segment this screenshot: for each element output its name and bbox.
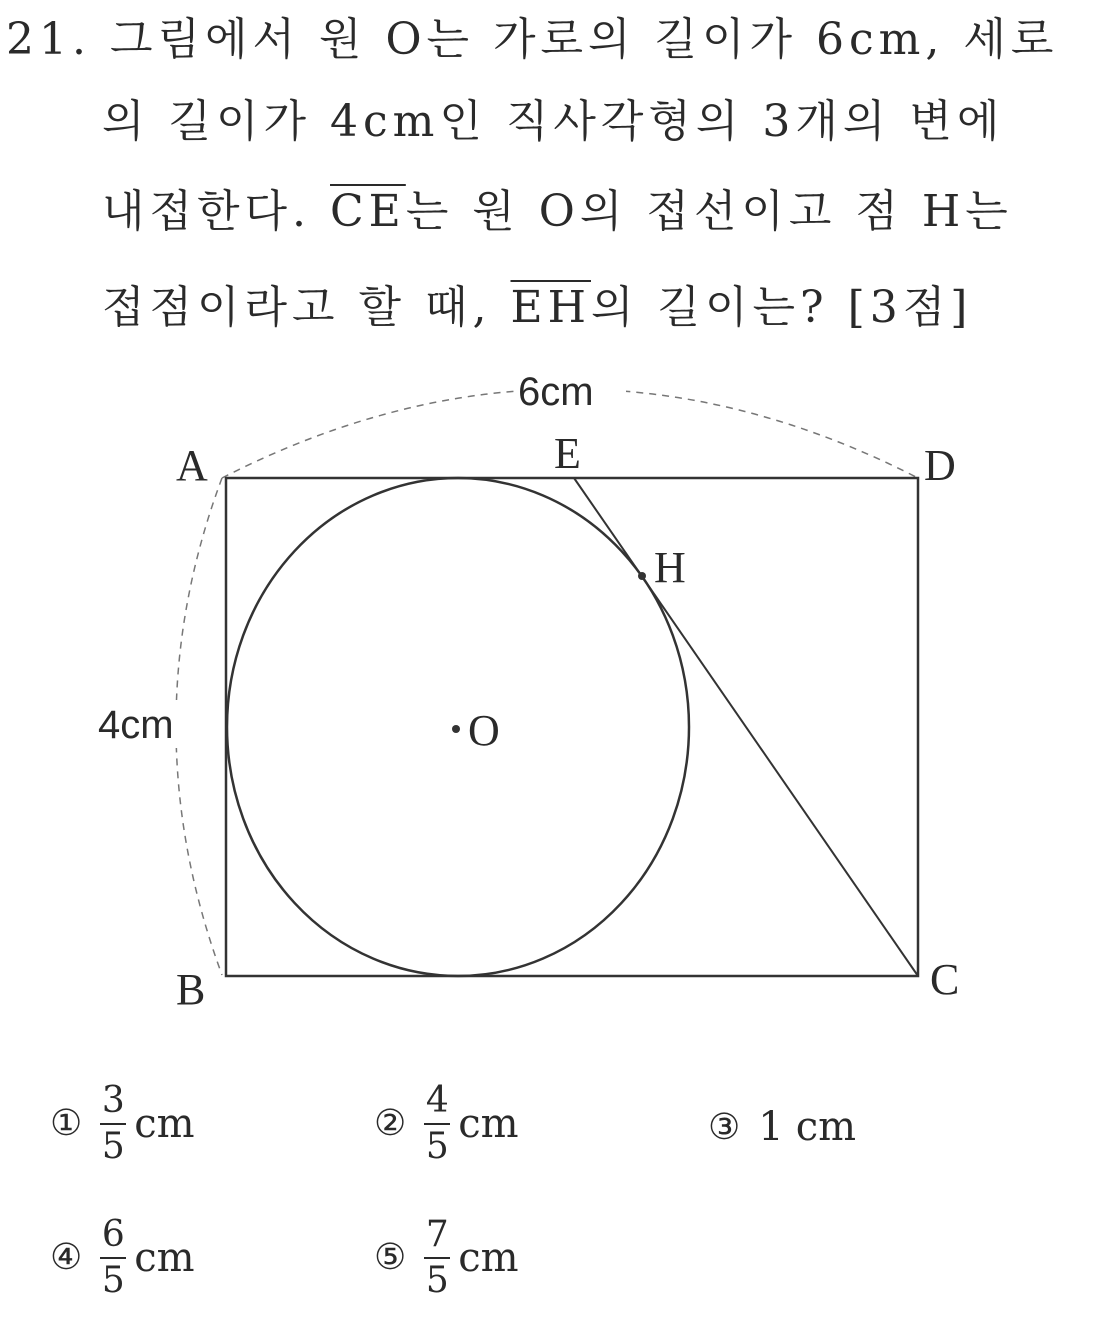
label-b: B bbox=[176, 965, 206, 1014]
rectangle-abcd bbox=[226, 478, 918, 976]
choice-5-number: ⑤ bbox=[374, 1237, 407, 1279]
choice-1-number: ① bbox=[50, 1103, 83, 1145]
height-label: 4cm bbox=[98, 703, 174, 747]
question-text-4a: 접점이라고 할 때, bbox=[102, 282, 492, 333]
fraction-bar bbox=[100, 1123, 126, 1125]
choice-2-unit: cm bbox=[458, 1100, 519, 1147]
choice-4[interactable] bbox=[50, 1216, 195, 1300]
choice-3-number: ③ bbox=[708, 1106, 741, 1148]
choice-3-value: 1 bbox=[758, 1104, 784, 1150]
choice-4-fraction bbox=[100, 1216, 126, 1300]
question-text-3a: 내접한다. bbox=[102, 186, 312, 237]
choice-4-number: ④ bbox=[50, 1237, 83, 1279]
choice-5-numerator: 7 bbox=[425, 1214, 449, 1255]
choice-4-unit: cm bbox=[134, 1234, 195, 1281]
center-point-o bbox=[452, 725, 460, 733]
label-h: H bbox=[654, 543, 686, 592]
segment-ce: $\overline{CE}$ bbox=[330, 186, 406, 237]
fraction-bar bbox=[100, 1257, 126, 1259]
question-text-2: 의 길이가 4cm인 직사각형의 3개의 변에 bbox=[102, 96, 1005, 147]
label-e: E bbox=[554, 429, 581, 478]
choice-2-numerator: 4 bbox=[425, 1080, 449, 1121]
tangent-line-ce bbox=[574, 478, 918, 976]
fraction-bar bbox=[424, 1257, 450, 1259]
choice-5[interactable] bbox=[374, 1216, 519, 1300]
point-h bbox=[638, 572, 646, 580]
choice-1-fraction bbox=[100, 1082, 126, 1166]
choice-1-numerator: 3 bbox=[101, 1080, 125, 1121]
choice-2-denominator: 5 bbox=[425, 1125, 449, 1167]
question-text-3b: 는 원 O의 접선이고 점 H는 bbox=[405, 186, 1013, 237]
choice-3[interactable] bbox=[708, 1104, 856, 1150]
question-number: 21. bbox=[6, 14, 91, 65]
label-a: A bbox=[176, 441, 208, 490]
choice-1-unit: cm bbox=[134, 1100, 195, 1147]
choice-2-number: ② bbox=[374, 1103, 407, 1145]
label-d: D bbox=[924, 441, 956, 490]
segment-eh: $\overline{EH}$ bbox=[510, 282, 591, 333]
choice-4-numerator: 6 bbox=[101, 1214, 125, 1255]
choice-5-denominator: 5 bbox=[425, 1259, 449, 1301]
choice-5-fraction bbox=[424, 1216, 450, 1300]
choice-2[interactable] bbox=[374, 1082, 519, 1166]
question-text-1: 그림에서 원 O는 가로의 길이가 6cm, 세로 bbox=[109, 14, 1059, 65]
label-c: C bbox=[930, 955, 960, 1004]
fraction-bar bbox=[424, 1123, 450, 1125]
choice-3-unit: cm bbox=[795, 1104, 857, 1150]
choice-5-unit: cm bbox=[458, 1234, 519, 1281]
choice-4-denominator: 5 bbox=[101, 1259, 125, 1301]
choice-2-fraction bbox=[424, 1082, 450, 1166]
width-label: 6cm bbox=[518, 370, 594, 414]
choice-1-denominator: 5 bbox=[101, 1125, 125, 1167]
question-text-4b: 의 길이는? [3점] bbox=[591, 282, 973, 333]
label-o: O bbox=[468, 706, 500, 755]
choice-1[interactable] bbox=[50, 1082, 195, 1166]
